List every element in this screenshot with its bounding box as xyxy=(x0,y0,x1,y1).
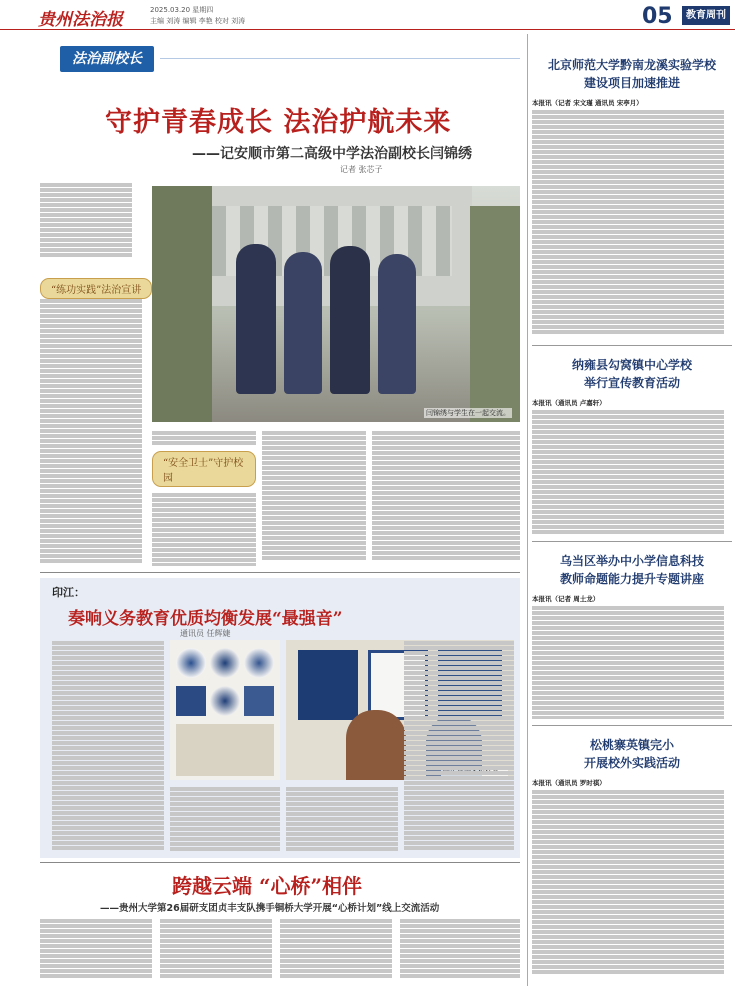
main-body-col-2 xyxy=(152,430,256,566)
sidebar-divider xyxy=(532,541,732,542)
sidebar-body-4 xyxy=(532,789,724,979)
main-body-col-1 xyxy=(40,298,142,566)
artwork xyxy=(298,650,358,720)
column-tag-label: 法治副校长 xyxy=(72,51,142,67)
masthead-title: 贵州法治报 xyxy=(38,10,123,30)
sidebar-divider xyxy=(532,345,732,346)
article2-col-3 xyxy=(286,786,398,852)
article3-col-1 xyxy=(40,918,152,986)
masthead-editors: 主编 刘涛 编辑 李艳 校对 刘涛 xyxy=(150,17,246,25)
article3-subtitle: ——贵州大学第26届研支团贞丰支队携手铜桥大学开展“心桥计划”线上交流活动 xyxy=(100,903,440,914)
student xyxy=(346,710,406,780)
photo-trees-right xyxy=(470,206,520,422)
article3-col-2 xyxy=(160,918,272,986)
article2-col-4 xyxy=(404,640,514,852)
section-pill: “练功实践”法治宣讲 xyxy=(40,278,152,299)
artwork xyxy=(244,686,274,716)
sidebar xyxy=(532,56,732,986)
artwork xyxy=(176,648,206,678)
section-label: 教育周刊 xyxy=(682,6,730,25)
article3-col-4 xyxy=(400,918,520,986)
article2-byline: 通讯员 任辉婕 xyxy=(180,629,231,638)
masthead-date: 2025.03.20 星期四 xyxy=(150,6,214,14)
column-tag xyxy=(60,46,154,72)
article2-photo xyxy=(170,640,280,780)
sidebar-heading-3: 乌当区举办中小学信息科技 教师命题能力提升专题讲座 xyxy=(559,554,704,586)
photo-caption: 闫锦绣与学生在一起交流。 xyxy=(426,409,510,417)
sidebar-lead: 本报讯（通讯员 罗时祺） xyxy=(532,779,606,787)
sidebar-body-1 xyxy=(532,109,724,339)
article2-col-2 xyxy=(170,786,280,852)
sidebar-lead: 本报讯（记者 宋文瑾 通讯员 宋亭月） xyxy=(532,99,643,107)
column-tag-rule xyxy=(160,58,520,59)
article2-title: 奏响义务教育优质均衡发展“最强音” xyxy=(68,609,343,629)
artwork xyxy=(176,686,206,716)
sidebar-heading-4: 松桃寨英镇完小 开展校外实践活动 xyxy=(583,738,680,770)
main-body-col-4 xyxy=(372,430,520,566)
sidebar-lead: 本报讯（通讯员 卢嘉轩） xyxy=(532,399,606,407)
sidebar-heading-2: 纳雍县勾窝镇中心学校 举行宣传教育活动 xyxy=(571,358,692,390)
divider xyxy=(40,572,520,573)
artwork xyxy=(176,724,274,776)
section-heading-1 xyxy=(40,278,152,299)
main-byline: 记者 张芯子 xyxy=(340,165,383,174)
page-number: 05 xyxy=(642,4,673,29)
sidebar-heading-1: 北京师范大学黔南龙溪实验学校 建设项目加速推进 xyxy=(547,58,716,90)
artwork xyxy=(210,648,240,678)
sidebar-divider xyxy=(532,725,732,726)
photo-trees xyxy=(152,186,212,422)
main-headline: 守护青春成长 法治护航未来 xyxy=(105,107,452,138)
sidebar-lead: 本报讯（记者 周土龙） xyxy=(532,595,600,603)
intro-paragraph xyxy=(40,182,132,264)
article3-title: 跨越云端 “心桥”相伴 xyxy=(172,874,362,898)
sidebar-body-2 xyxy=(532,409,724,535)
section-pill: “安全卫士”守护校园 xyxy=(152,451,256,487)
person xyxy=(330,246,370,394)
artwork xyxy=(244,648,274,678)
artwork xyxy=(210,686,240,716)
article3-col-3 xyxy=(280,918,392,986)
person xyxy=(284,252,322,394)
main-photo xyxy=(152,186,520,422)
masthead xyxy=(0,0,735,30)
person xyxy=(236,244,276,394)
article2-location: 印江： xyxy=(52,586,85,599)
sidebar-body-3 xyxy=(532,605,724,719)
column-divider xyxy=(527,34,528,986)
main-subtitle: ——记安顺市第二高级中学法治副校长闫锦绣 xyxy=(192,146,472,162)
article2-col-1 xyxy=(52,640,164,852)
divider xyxy=(40,862,520,863)
person xyxy=(378,254,416,394)
main-body-col-3 xyxy=(262,430,366,566)
